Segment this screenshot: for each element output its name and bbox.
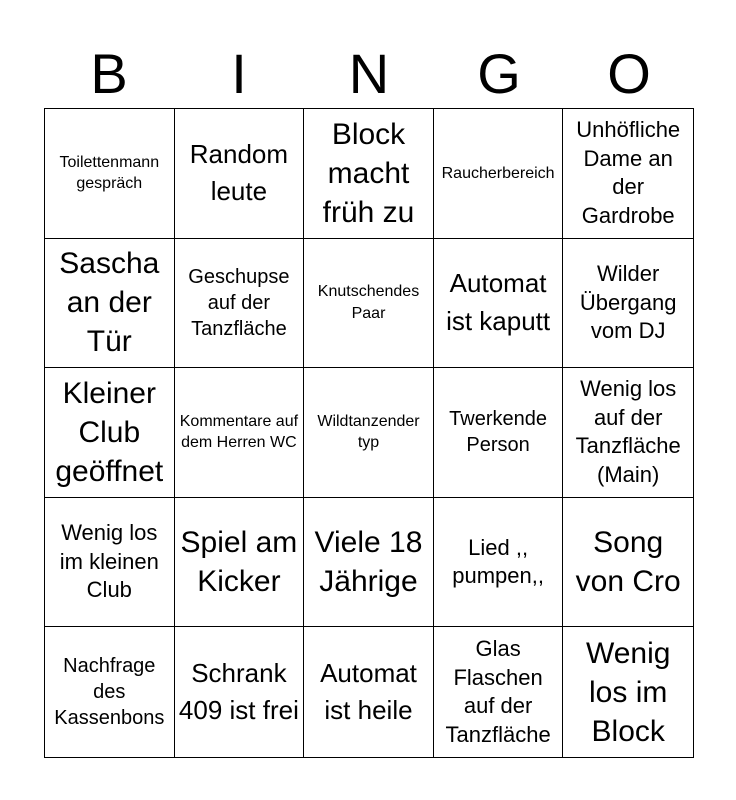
cell-text: Spiel am Kicker	[180, 526, 298, 599]
title-letter-n: N	[348, 42, 390, 105]
bingo-cell[interactable]	[304, 368, 434, 498]
cell-text: Geschupse auf der Tanzfläche	[188, 265, 290, 340]
bingo-cell[interactable]	[434, 239, 564, 369]
cell-text: Kommentare auf dem Herren WC	[179, 412, 299, 452]
bingo-cell[interactable]	[434, 498, 564, 628]
bingo-cell[interactable]	[175, 239, 305, 369]
cell-text: Viele 18 Jährige	[314, 526, 423, 599]
bingo-cell[interactable]	[563, 109, 693, 239]
bingo-cell[interactable]	[45, 498, 175, 628]
cell-text: Wenig los im Block	[585, 636, 671, 748]
cell-text: Random leute	[189, 138, 289, 207]
bingo-cell[interactable]	[45, 239, 175, 369]
cell-text: Twerkende Person	[449, 408, 548, 457]
title-letter-g: G	[477, 42, 521, 105]
cell-text: Knutschendes Paar	[317, 283, 420, 322]
bingo-cell[interactable]	[563, 239, 693, 369]
cell-text: Wenig los auf der Tanzfläche (Main)	[575, 376, 681, 488]
cell-text: Block macht früh zu	[322, 117, 415, 229]
cell-text: Kleiner Club geöffnet	[55, 376, 164, 488]
bingo-cell[interactable]	[175, 109, 305, 239]
bingo-cell[interactable]	[45, 368, 175, 498]
cell-text: Toilettenmann gespräch	[59, 153, 160, 193]
bingo-cell[interactable]	[45, 109, 175, 239]
cell-text: Schrank 409 ist frei	[178, 657, 299, 726]
cell-text: Wenig los im kleinen Club	[59, 520, 159, 603]
cell-text: Glas Flaschen auf der Tanzfläche	[445, 636, 551, 747]
bingo-cell[interactable]	[304, 498, 434, 628]
bingo-cell[interactable]	[434, 627, 564, 757]
title-letter-o: O	[607, 42, 651, 105]
cell-text: Wildtanzender typ	[317, 412, 420, 452]
bingo-cell[interactable]	[175, 627, 305, 757]
bingo-cell[interactable]	[175, 368, 305, 498]
cell-text: Raucherbereich	[441, 164, 555, 182]
cell-text: Lied ,, pumpen,,	[452, 534, 544, 589]
bingo-cell[interactable]	[563, 498, 693, 628]
title-letter-i: I	[231, 42, 247, 105]
title-letter-b: B	[90, 42, 128, 105]
bingo-cell[interactable]	[175, 498, 305, 628]
cell-text: Sascha an der Tür	[59, 247, 160, 359]
bingo-title	[44, 40, 694, 108]
cell-text: Unhöfliche Dame an der Gardrobe	[576, 117, 681, 228]
bingo-cell[interactable]	[304, 109, 434, 239]
bingo-cell[interactable]	[304, 239, 434, 369]
bingo-cell[interactable]	[304, 627, 434, 757]
bingo-cell[interactable]	[434, 368, 564, 498]
bingo-board	[44, 108, 694, 758]
cell-text: Automat ist heile	[320, 657, 417, 726]
cell-text: Wilder Übergang vom DJ	[579, 261, 677, 344]
bingo-cell[interactable]	[563, 627, 693, 757]
bingo-cell[interactable]	[45, 627, 175, 757]
cell-text: Nachfrage des Kassenbons	[54, 655, 165, 730]
bingo-cell[interactable]	[434, 109, 564, 239]
cell-text: Song von Cro	[575, 526, 681, 599]
bingo-cell[interactable]	[563, 368, 693, 498]
cell-text: Automat ist kaputt	[446, 268, 551, 336]
